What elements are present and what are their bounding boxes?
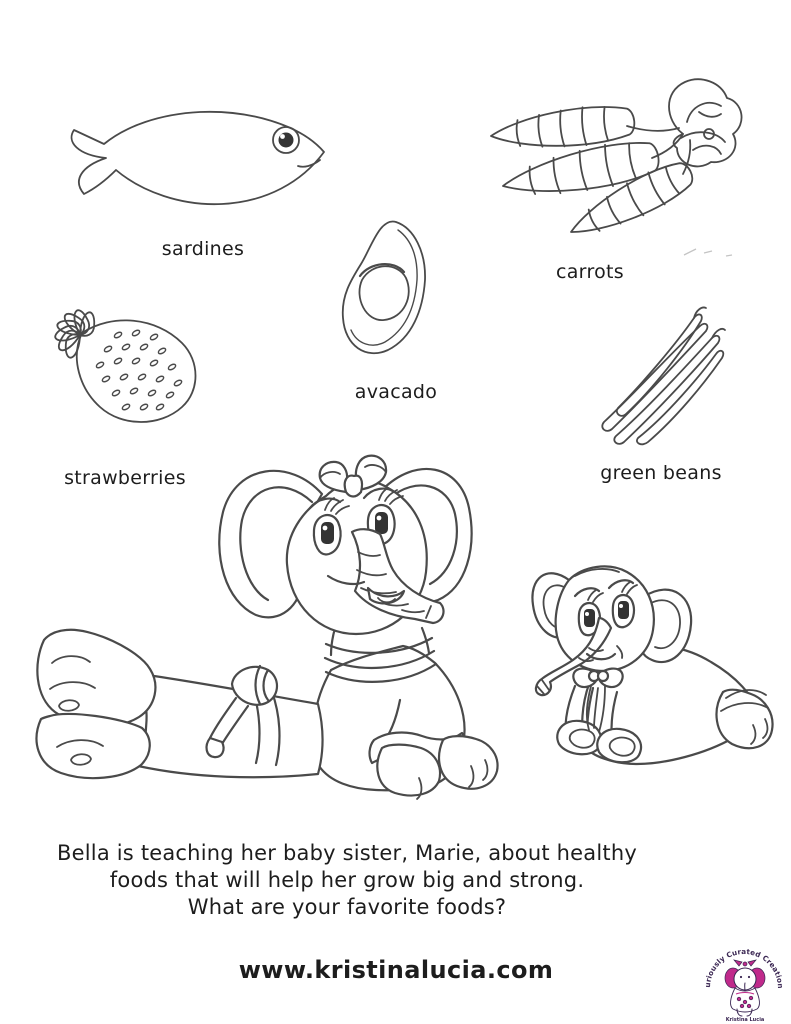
strawberry-leaves [54, 309, 99, 359]
marie-back-foot [717, 690, 773, 748]
caption-line-1: Bella is teaching her baby sister, Marie, about healthy [57, 841, 637, 865]
carrot-top-greens [669, 79, 742, 166]
brand-logo [696, 927, 791, 1023]
bella-foot-lower [37, 714, 150, 778]
strawberry-drawing [30, 303, 208, 436]
avocado-flesh-rim [351, 230, 417, 345]
green-beans-drawing [590, 300, 735, 445]
avocado-outline [343, 221, 425, 353]
carrot-2 [499, 135, 662, 206]
label-sardines: sardines [161, 238, 245, 260]
marie-elephant-drawing [525, 558, 775, 788]
bella-foot-upper [37, 630, 155, 727]
bean-pods [602, 307, 725, 444]
label-avocado: avacado [354, 381, 438, 403]
label-strawberries: strawberries [64, 467, 186, 489]
website-url: www.kristinalucia.com [238, 956, 554, 984]
stray-pencil-marks [682, 243, 742, 261]
logo-arc-text: Curiously Curated Creations [696, 927, 786, 989]
caption-line-2: foods that will help her grow big and strong. [109, 868, 585, 892]
bella-paws [370, 733, 498, 799]
bella-legs [37, 630, 323, 778]
avocado-pit [359, 266, 408, 320]
sardine-drawing [62, 100, 330, 234]
carrot-1 [489, 102, 636, 155]
avocado-drawing [336, 218, 436, 366]
logo-author-name: Kristina Lucia [725, 1017, 765, 1023]
fish-body [72, 112, 324, 204]
label-carrots: carrots [555, 261, 625, 283]
carrot-3 [563, 155, 699, 248]
strawberry-seeds [95, 329, 182, 411]
logo-elephant-icon [725, 960, 765, 1016]
carrots-drawing [477, 72, 745, 238]
bella-elephant-drawing [28, 448, 506, 793]
caption-text [57, 840, 637, 921]
caption-line-3: What are your favorite foods? [187, 895, 507, 919]
label-green-beans: green beans [600, 462, 722, 484]
marie-head [556, 566, 654, 671]
